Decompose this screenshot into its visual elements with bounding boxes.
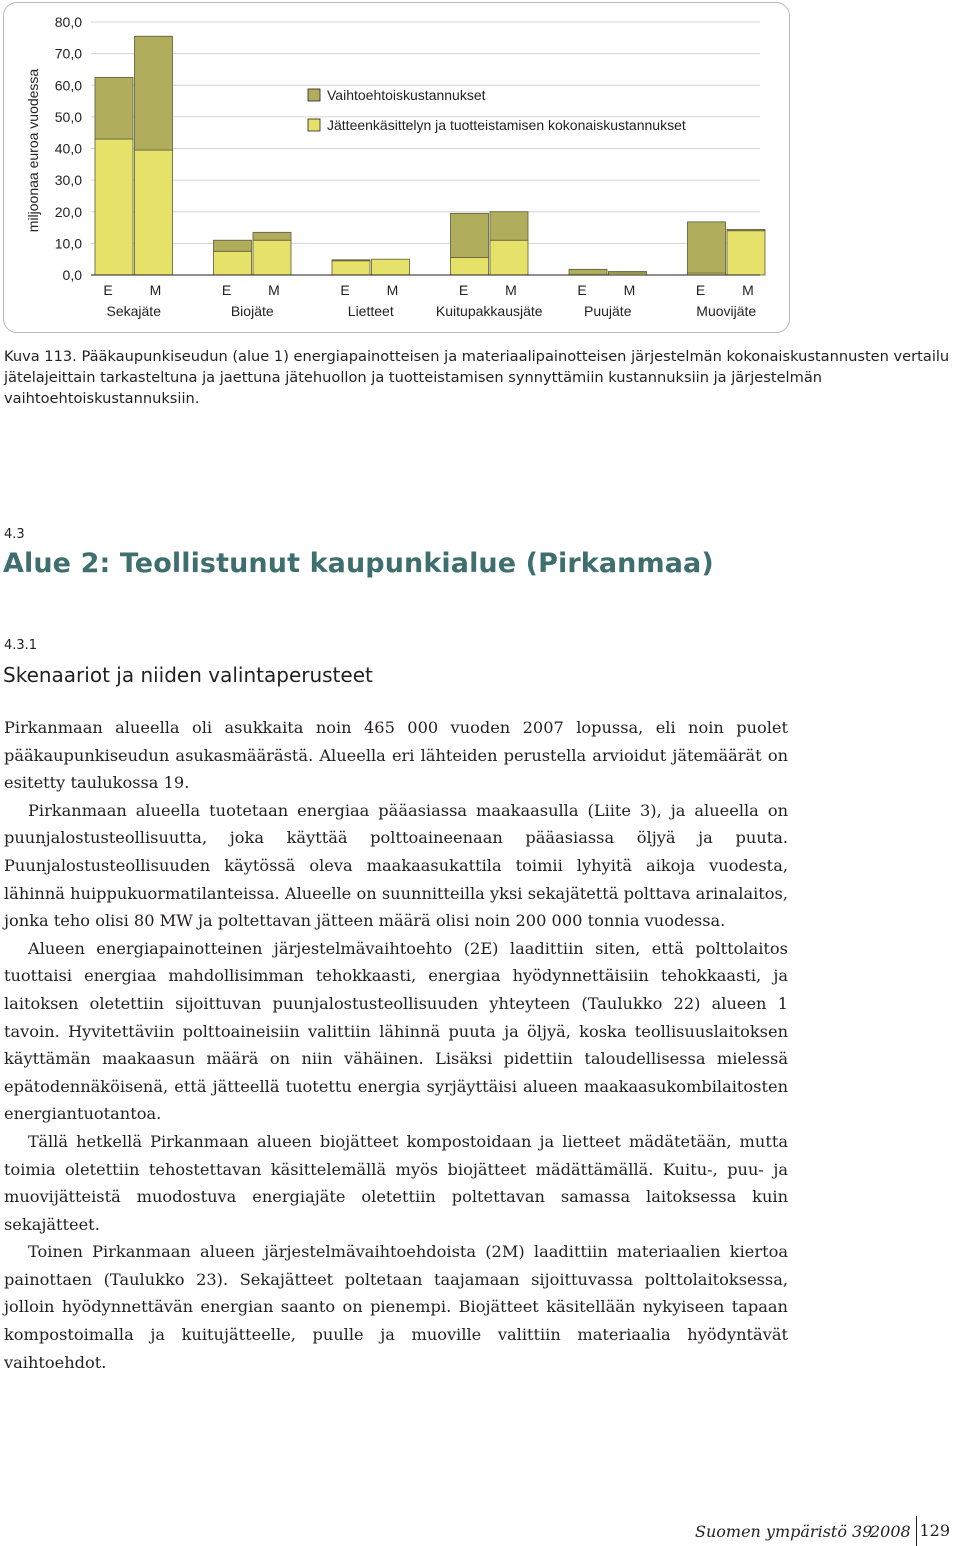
bar-segment-alternative [490, 212, 528, 240]
x-bar-label: E [103, 282, 113, 298]
bar-segment-base [95, 139, 133, 275]
x-bar-label: E [577, 282, 587, 298]
bar-segment-alternative [95, 77, 133, 139]
footer-divider [916, 1516, 917, 1546]
y-tick-label: 0,0 [62, 267, 82, 283]
bar-segment-alternative [688, 222, 726, 273]
x-bar-label: E [695, 282, 706, 298]
bar-segment-base [372, 259, 410, 275]
x-group-label: Lietteet [347, 303, 394, 319]
bar-segment-base [727, 231, 765, 275]
x-bar-label: E [340, 282, 350, 298]
bar-segment-base [332, 261, 370, 275]
bar-segment-base [214, 251, 252, 275]
x-group-label: Kuitupakkausjäte [435, 303, 543, 319]
paragraph: Toinen Pirkanmaan alueen järjestelmävaihtoehdoista (2M) laadittiin materiaalien kiertoa painottaen (Taulukko 23). Sekajätteet poltetaan taajamaan sijoittuvassa polttolaitoksessa, jolloin hyödynnettävän energian saanto on pienempi. Biojätteet käsitellään nykyiseen tapaan kompostoimalla ja kuitujätteelle, puulle ja muoville valittiin materiaalia hyödyntävät vaihtoehdot. [4, 1242, 788, 1372]
y-tick-label: 70,0 [54, 45, 82, 62]
legend-label: Jätteenkäsittelyn ja tuotteistamisen kokonaiskustannukset [327, 117, 686, 133]
bar-segment-base [451, 258, 489, 275]
bar-segment-alternative [332, 260, 370, 261]
x-bar-label: M [505, 282, 517, 298]
y-tick-label: 60,0 [54, 77, 82, 94]
bar-segment-base [135, 150, 173, 275]
bar-segment-alternative [253, 232, 291, 240]
paragraph: Pirkanmaan alueella tuotetaan energiaa pääasiassa maakaasulla (Liite 3), ja alueella on puunjalostusteollisuutta, joka käyttää polttoaineenaan pääasiassa öljyä ja puuta. Puunjalostusteollisuuden käytössä oleva maakaasukattila toimii lyhyitä aikoja vuodesta, lähinnä huippukuormatilanteissa. Alueelle on suunnitteilla yksi sekajätettä polttava arinalaitos, jonka teho olisi 80 MW ja poltettavan jätteen määrä olisi noin 200 000 tonnia vuodessa. [4, 800, 788, 931]
x-bar-label: E [458, 282, 469, 298]
x-bar-label: M [742, 282, 754, 298]
footer-year: 2008 [870, 1522, 911, 1541]
y-tick-label: 30,0 [54, 172, 82, 189]
bar-segment-alternative [135, 36, 173, 150]
paragraph: Tällä hetkellä Pirkanmaan alueen biojätteet kompostoidaan ja lietteet mädätetään, mutta toimia oletettiin tehostettavan käsittelemällä myös biojätteet mädättämällä. Kuitu-, puu- ja muovijätteistä muodostuva energiajäte oletettiin poltettavan samassa laitoksessa kuin sekajätteet. [4, 1131, 788, 1234]
body-text [4, 714, 788, 1376]
bar-segment-alternative [727, 229, 765, 230]
y-tick-label: 80,0 [54, 14, 82, 30]
x-group-label: Sekajäte [106, 303, 161, 319]
bar-segment-base [253, 240, 291, 275]
figure-caption: Kuva 113. Pääkaupunkiseudun (alue 1) energiapainotteisen ja materiaalipainotteisen järjestelmän kokonaiskustannusten vertailu jätelajeittain tarkasteltuna ja jaettuna jätehuollon ja tuotteistamisen synnyttämiin kustannuksiin ja järjestelmän vaihtoehtoiskustannuksiin. [4, 348, 950, 408]
y-axis-label: miljoonaa euroa vuodessa [25, 68, 41, 233]
paragraph: Pirkanmaan alueella oli asukkaita noin 465 000 vuoden 2007 lopussa, eli noin puolet pääkaupunkiseudun asukasmäärästä. Alueella eri lähteiden perustella arvioidut jätemäärät on esitetty taulukossa 19. [4, 718, 788, 793]
page-number: 129 [919, 1521, 950, 1540]
x-bar-label: E [221, 282, 232, 298]
section-title: Alue 2: Teollistunut kaupunkialue (Pirkanmaa) [3, 548, 714, 579]
legend-swatch [308, 119, 320, 131]
section-number: 4.3 [4, 527, 25, 542]
legend-label: Vaihtoehtoiskustannukset [327, 87, 486, 103]
x-bar-label: M [149, 282, 162, 298]
subsection-title: Skenaariot ja niiden valintaperusteet [3, 663, 373, 687]
y-tick-label: 40,0 [54, 140, 82, 157]
bar-segment-alternative [569, 269, 607, 275]
bar-segment-alternative [214, 240, 252, 251]
y-tick-label: 50,0 [54, 108, 82, 125]
legend-swatch [308, 89, 320, 101]
y-tick-label: 20,0 [54, 203, 82, 220]
x-group-label: Puujäte [584, 303, 632, 319]
bar-segment-base [490, 240, 528, 275]
x-bar-label: M [268, 282, 280, 298]
x-group-label: Biojäte [230, 303, 274, 319]
footer-publication: Suomen ympäristö 39 [695, 1522, 873, 1541]
chart-panel [3, 2, 790, 333]
paragraph: Alueen energiapainotteinen järjestelmävaihtoehto (2E) laadittiin siten, että polttolaitos tuottaisi energiaa mahdollisimman tehokkaasti, energiaa hyödynnettäisiin tehokkaasti, ja laitoksen oletettiin sijoittuvan puunjalostusteollisuuden yhteyteen (Taulukko 22) alueen 1 tavoin. Hyvitettäviin polttoaineisiin valittiin lähinnä puuta ja öljyä, koska teollisuuslaitoksen käyttämän maakaasun määrä on niin vähäinen. Lisäksi pidettiin taloudellisessa mielessä epätodennäköisenä, että jätteellä tuotettu energia syrjäyttäisi alueen maakaasukombilaitosten energiantuotantoa. [4, 938, 788, 1124]
x-group-label: Muovijäte [696, 303, 757, 319]
bar-segment-alternative [451, 213, 489, 257]
x-bar-label: M [623, 282, 636, 298]
stacked-bar-chart [4, 3, 789, 332]
y-tick-label: 10,0 [54, 235, 82, 252]
x-bar-label: M [386, 282, 399, 298]
subsection-number: 4.3.1 [4, 638, 38, 653]
bar-segment-alternative [609, 272, 647, 274]
